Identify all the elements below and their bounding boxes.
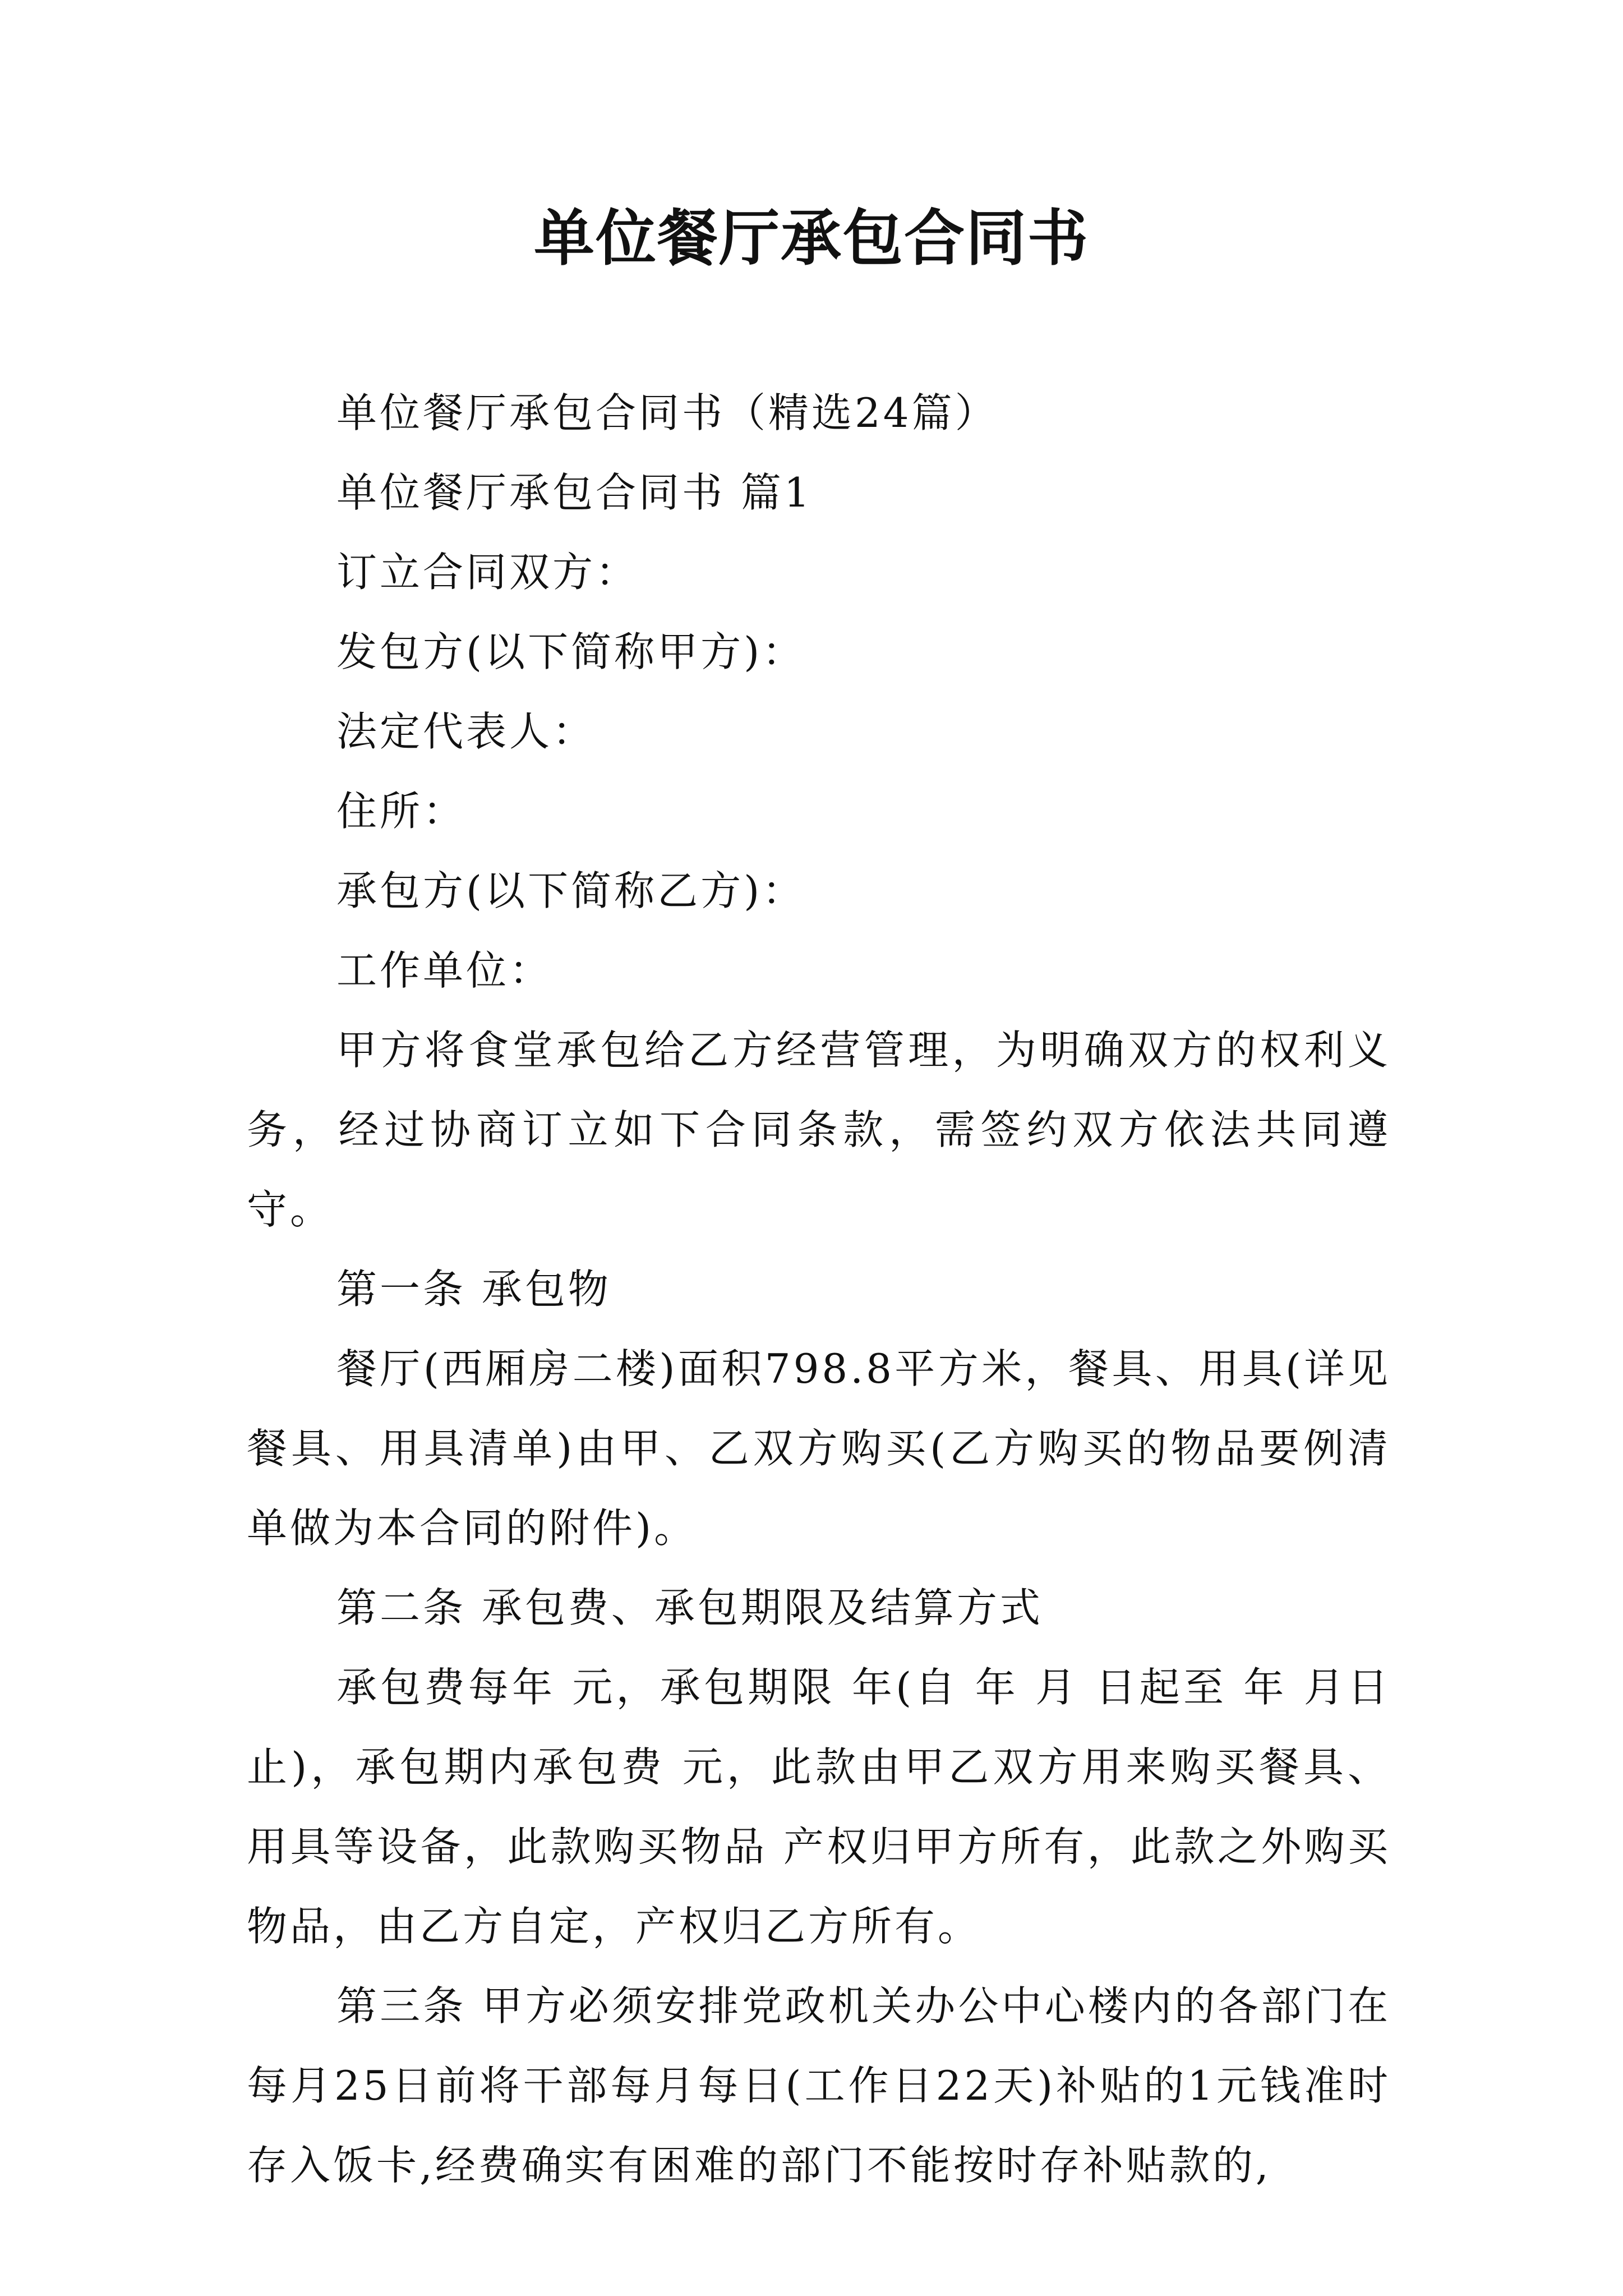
section-heading: 单位餐厅承包合同书 篇1 <box>336 469 813 516</box>
subtitle-paragraph: 单位餐厅承包合同书（精选24篇） <box>336 389 998 436</box>
party-a-label: 发包方(以下简称甲方)： <box>336 628 806 675</box>
contract-parties-label: 订立合同双方： <box>336 549 639 596</box>
work-unit-label: 工作单位： <box>336 947 553 994</box>
document-body <box>247 373 1391 2205</box>
address-label: 住所： <box>336 788 467 835</box>
article-2-heading: 第二条 承包费、承包期限及结算方式 <box>336 1584 1043 1631</box>
article-1-heading: 第一条 承包物 <box>336 1266 611 1313</box>
article-2-paragraph: 承包费每年 元，承包期限 年(自 年 月 日起至 年 月日止)，承包期内承包费 元，此款由甲乙双方用来购买餐具、用具等设备，此款购买物品 产权归甲方所有，此款之外购买物品，由乙方自定，产权归乙方所有。 <box>247 1664 1391 1950</box>
document-title: 单位餐厅承包合同书 <box>533 203 1089 274</box>
preamble-paragraph: 甲方将食堂承包给乙方经营管理，为明确双方的权利义务，经过协商订立如下合同条款，需签约双方依法共同遵守。 <box>247 1027 1391 1233</box>
article-1-paragraph: 餐厅(西厢房二楼)面积798.8平方米，餐具、用具(详见餐具、用具清单)由甲、乙双方购买(乙方购买的物品要例清单做为本合同的附件)。 <box>247 1345 1391 1552</box>
legal-representative-label: 法定代表人： <box>336 708 596 755</box>
party-b-label: 承包方(以下简称乙方)： <box>336 867 806 914</box>
article-3-paragraph: 第三条 甲方必须安排党政机关办公中心楼内的各部门在每月25日前将干部每月每日(工作日22天)补贴的1元钱准时存入饭卡,经费确实有困难的部门不能按时存补贴款的, <box>247 1982 1391 2189</box>
